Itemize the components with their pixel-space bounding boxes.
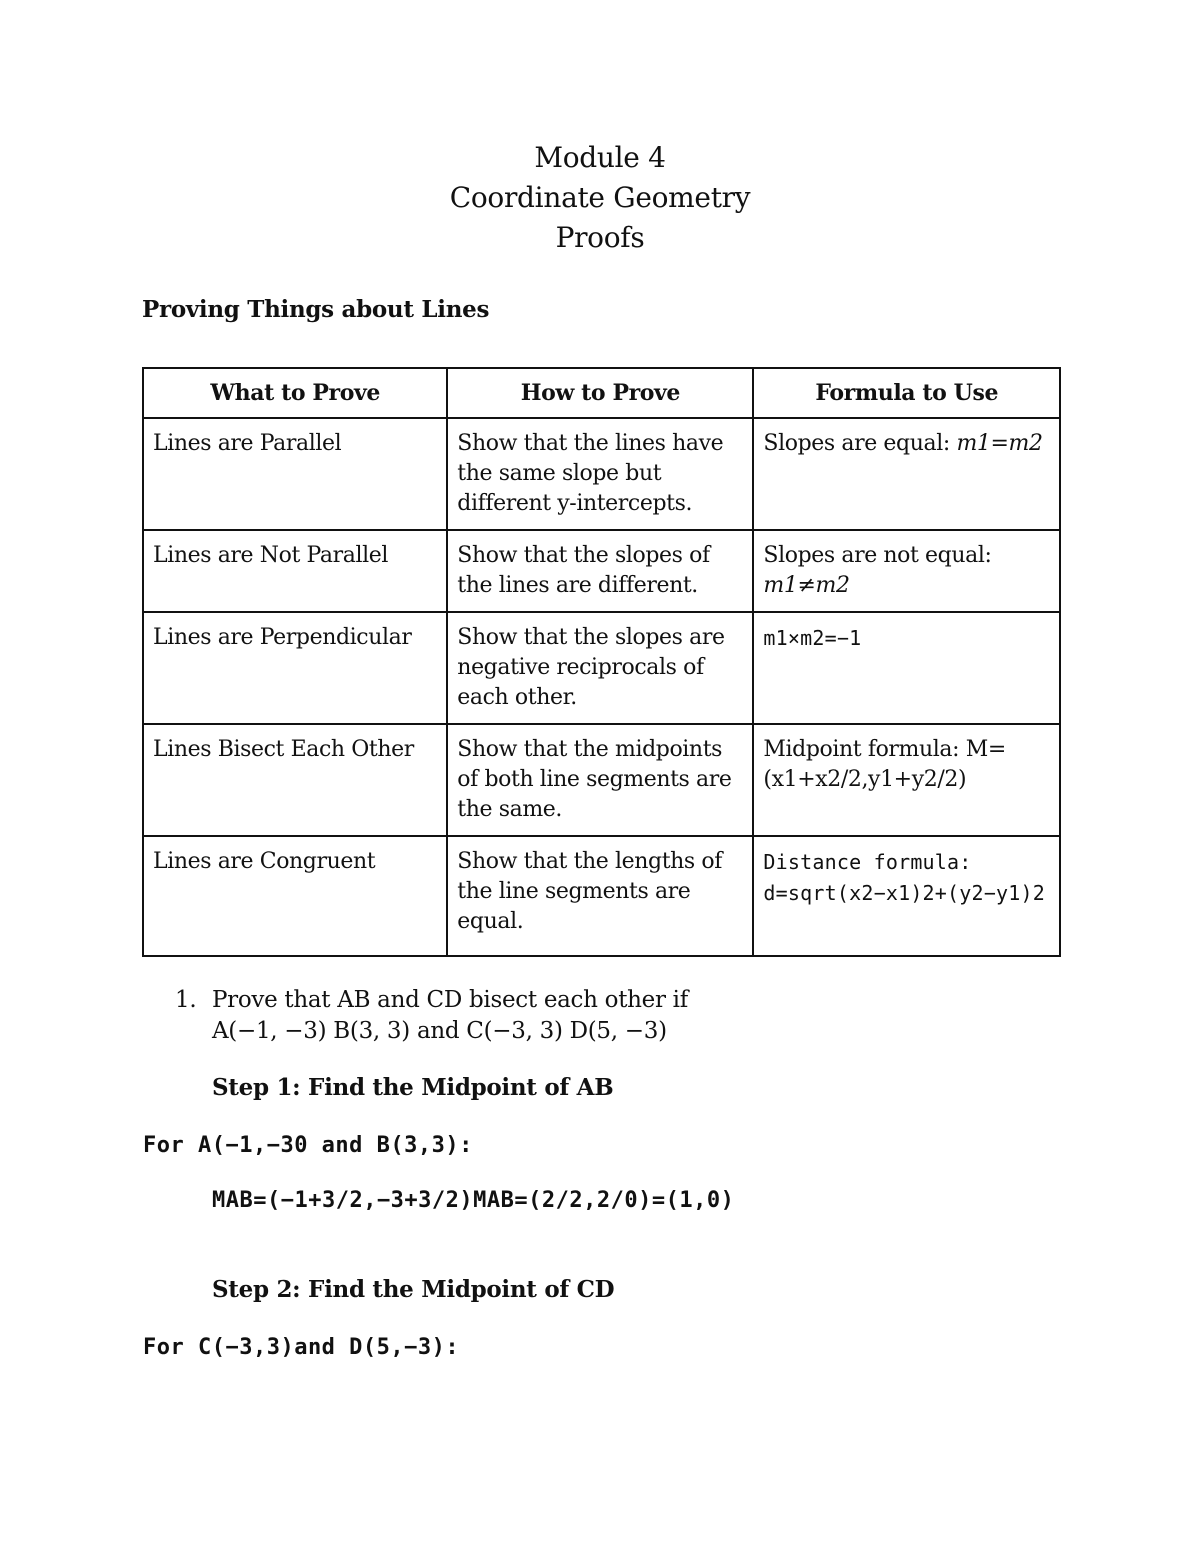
header-formula-to-use: Formula to Use (753, 368, 1060, 418)
cell-formula (753, 724, 1060, 836)
cell-how: Show that the lengths of the line segments are equal. (447, 836, 753, 956)
cell-formula (753, 418, 1060, 530)
formula-label: Slopes are not equal: (763, 543, 992, 568)
step-2-for-line: For C(−3,3)and D(5,−3): (143, 1335, 460, 1360)
cell-what: Lines are Congruent (143, 836, 447, 956)
step-2-heading: Step 2: Find the Midpoint of CD (212, 1276, 615, 1303)
problem-statement: Prove that AB and CD bisect each other if (212, 987, 688, 1013)
table-row (143, 530, 1060, 612)
formula-expression: m1=m2 (956, 431, 1043, 456)
formula-label: Slopes are equal: (763, 431, 957, 456)
formula-expression: m1×m2=−1 (763, 626, 862, 650)
title-topic: Proofs (555, 221, 645, 254)
cell-what: Lines Bisect Each Other (143, 724, 447, 836)
formula-expression: Distance formula: d=sqrt(x2−x1)2+(y2−y1)2 (763, 850, 1045, 905)
table-row (143, 724, 1060, 836)
problem-1 (175, 985, 688, 1047)
header-what-to-prove: What to Prove (143, 368, 447, 418)
table-row (143, 612, 1060, 724)
formula-label: Midpoint formula: (763, 737, 966, 762)
cell-what: Lines are Parallel (143, 418, 447, 530)
formula-expression: m1≠m2 (763, 573, 850, 598)
cell-formula (753, 836, 1060, 956)
problem-number: 1. (175, 987, 197, 1013)
table-header-row (143, 368, 1060, 418)
header-how-to-prove: How to Prove (447, 368, 753, 418)
proof-methods-table (142, 367, 1061, 957)
cell-formula (753, 530, 1060, 612)
step-1-heading: Step 1: Find the Midpoint of AB (212, 1074, 614, 1101)
cell-how: Show that the midpoints of both line segments are the same. (447, 724, 753, 836)
problem-points: A(−1, −3) B(3, 3) and C(−3, 3) D(5, −3) (212, 1018, 667, 1044)
step-1-calculation: MAB=(−1+3/2,−3+3/2)MAB=(2/2,2/0)=(1,0) (212, 1188, 735, 1213)
cell-how: Show that the slopes of the lines are different. (447, 530, 753, 612)
cell-formula (753, 612, 1060, 724)
title-module: Module 4 (534, 141, 666, 174)
cell-how: Show that the slopes are negative reciprocals of each other. (447, 612, 753, 724)
formula-expression: M=(x1+x2/2,y1+y2/2) (763, 737, 1006, 792)
cell-what: Lines are Perpendicular (143, 612, 447, 724)
cell-how: Show that the lines have the same slope but different y-intercepts. (447, 418, 753, 530)
section-heading: Proving Things about Lines (142, 296, 490, 323)
cell-what: Lines are Not Parallel (143, 530, 447, 612)
title-subject: Coordinate Geometry (449, 181, 751, 214)
table-row (143, 836, 1060, 956)
step-1-for-line: For A(−1,−30 and B(3,3): (143, 1133, 473, 1158)
document-title (0, 138, 1200, 258)
table-row (143, 418, 1060, 530)
